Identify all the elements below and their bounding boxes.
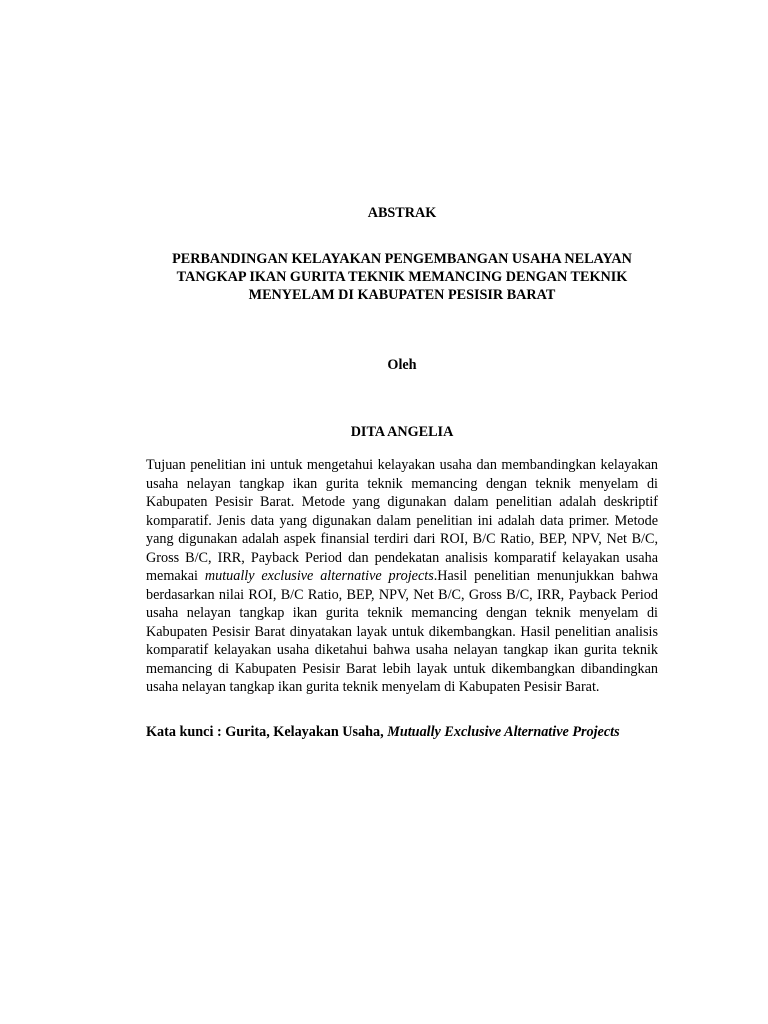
abstract-text-italic: mutually exclusive alternative projects <box>204 568 434 584</box>
keywords-paragraph <box>146 723 658 742</box>
abstract-text-part-2: .Hasil penelitian menunjukkan bahwa berdasarkan nilai ROI, B/C Ratio, BEP, NPV, Net B/C, Gross B/C, IRR, Payback Period usaha nelayan tangkap ikan gurita teknik memancing dengan teknik menyelam di Kabupaten Pesisir Barat dinyatakan layak untuk dikembangkan. Hasil penelitian analisis komparatif kelayakan usaha diketahui bahwa usaha nelayan tangkap ikan gurita teknik memancing di Kabupaten Pesisir Barat lebih layak untuk dikembangkan dibandingkan usaha nelayan tangkap ikan gurita teknik menyelam di Kabupaten Pesisir Barat. <box>146 568 658 695</box>
keywords-label: Kata kunci : <box>146 724 222 740</box>
keywords-italic: Mutually Exclusive Alternative Projects <box>387 724 620 740</box>
thesis-title: PERBANDINGAN KELAYAKAN PENGEMBANGAN USAHA NELAYAN TANGKAP IKAN GURITA TEKNIK MEMANCING DENGAN TEKNIK MENYELAM DI KABUPATEN PESISIR BARAT <box>172 251 632 303</box>
abstract-body <box>146 456 658 697</box>
author-name: DITA ANGELIA <box>350 424 454 440</box>
abstract-heading: ABSTRAK <box>367 205 437 221</box>
keywords-regular: Gurita, Kelayakan Usaha, <box>225 724 384 740</box>
abstract-text-part-1: Tujuan penelitian ini untuk mengetahui kelayakan usaha dan membandingkan kelayakan usaha nelayan tangkap ikan gurita teknik memancing dengan teknik menyelam di Kabupaten Pesisir Barat. Metode yang digunakan dalam penelitian adalah deskriptif komparatif. Jenis data yang digunakan dalam penelitian ini adalah data primer. Metode yang digunakan adalah aspek finansial terdiri dari ROI, B/C Ratio, BEP, NPV, Net B/C, Gross B/C, IRR, Payback Period dan pendekatan analisis komparatif kelayakan usaha memakai <box>146 457 658 584</box>
by-label: Oleh <box>387 357 417 373</box>
